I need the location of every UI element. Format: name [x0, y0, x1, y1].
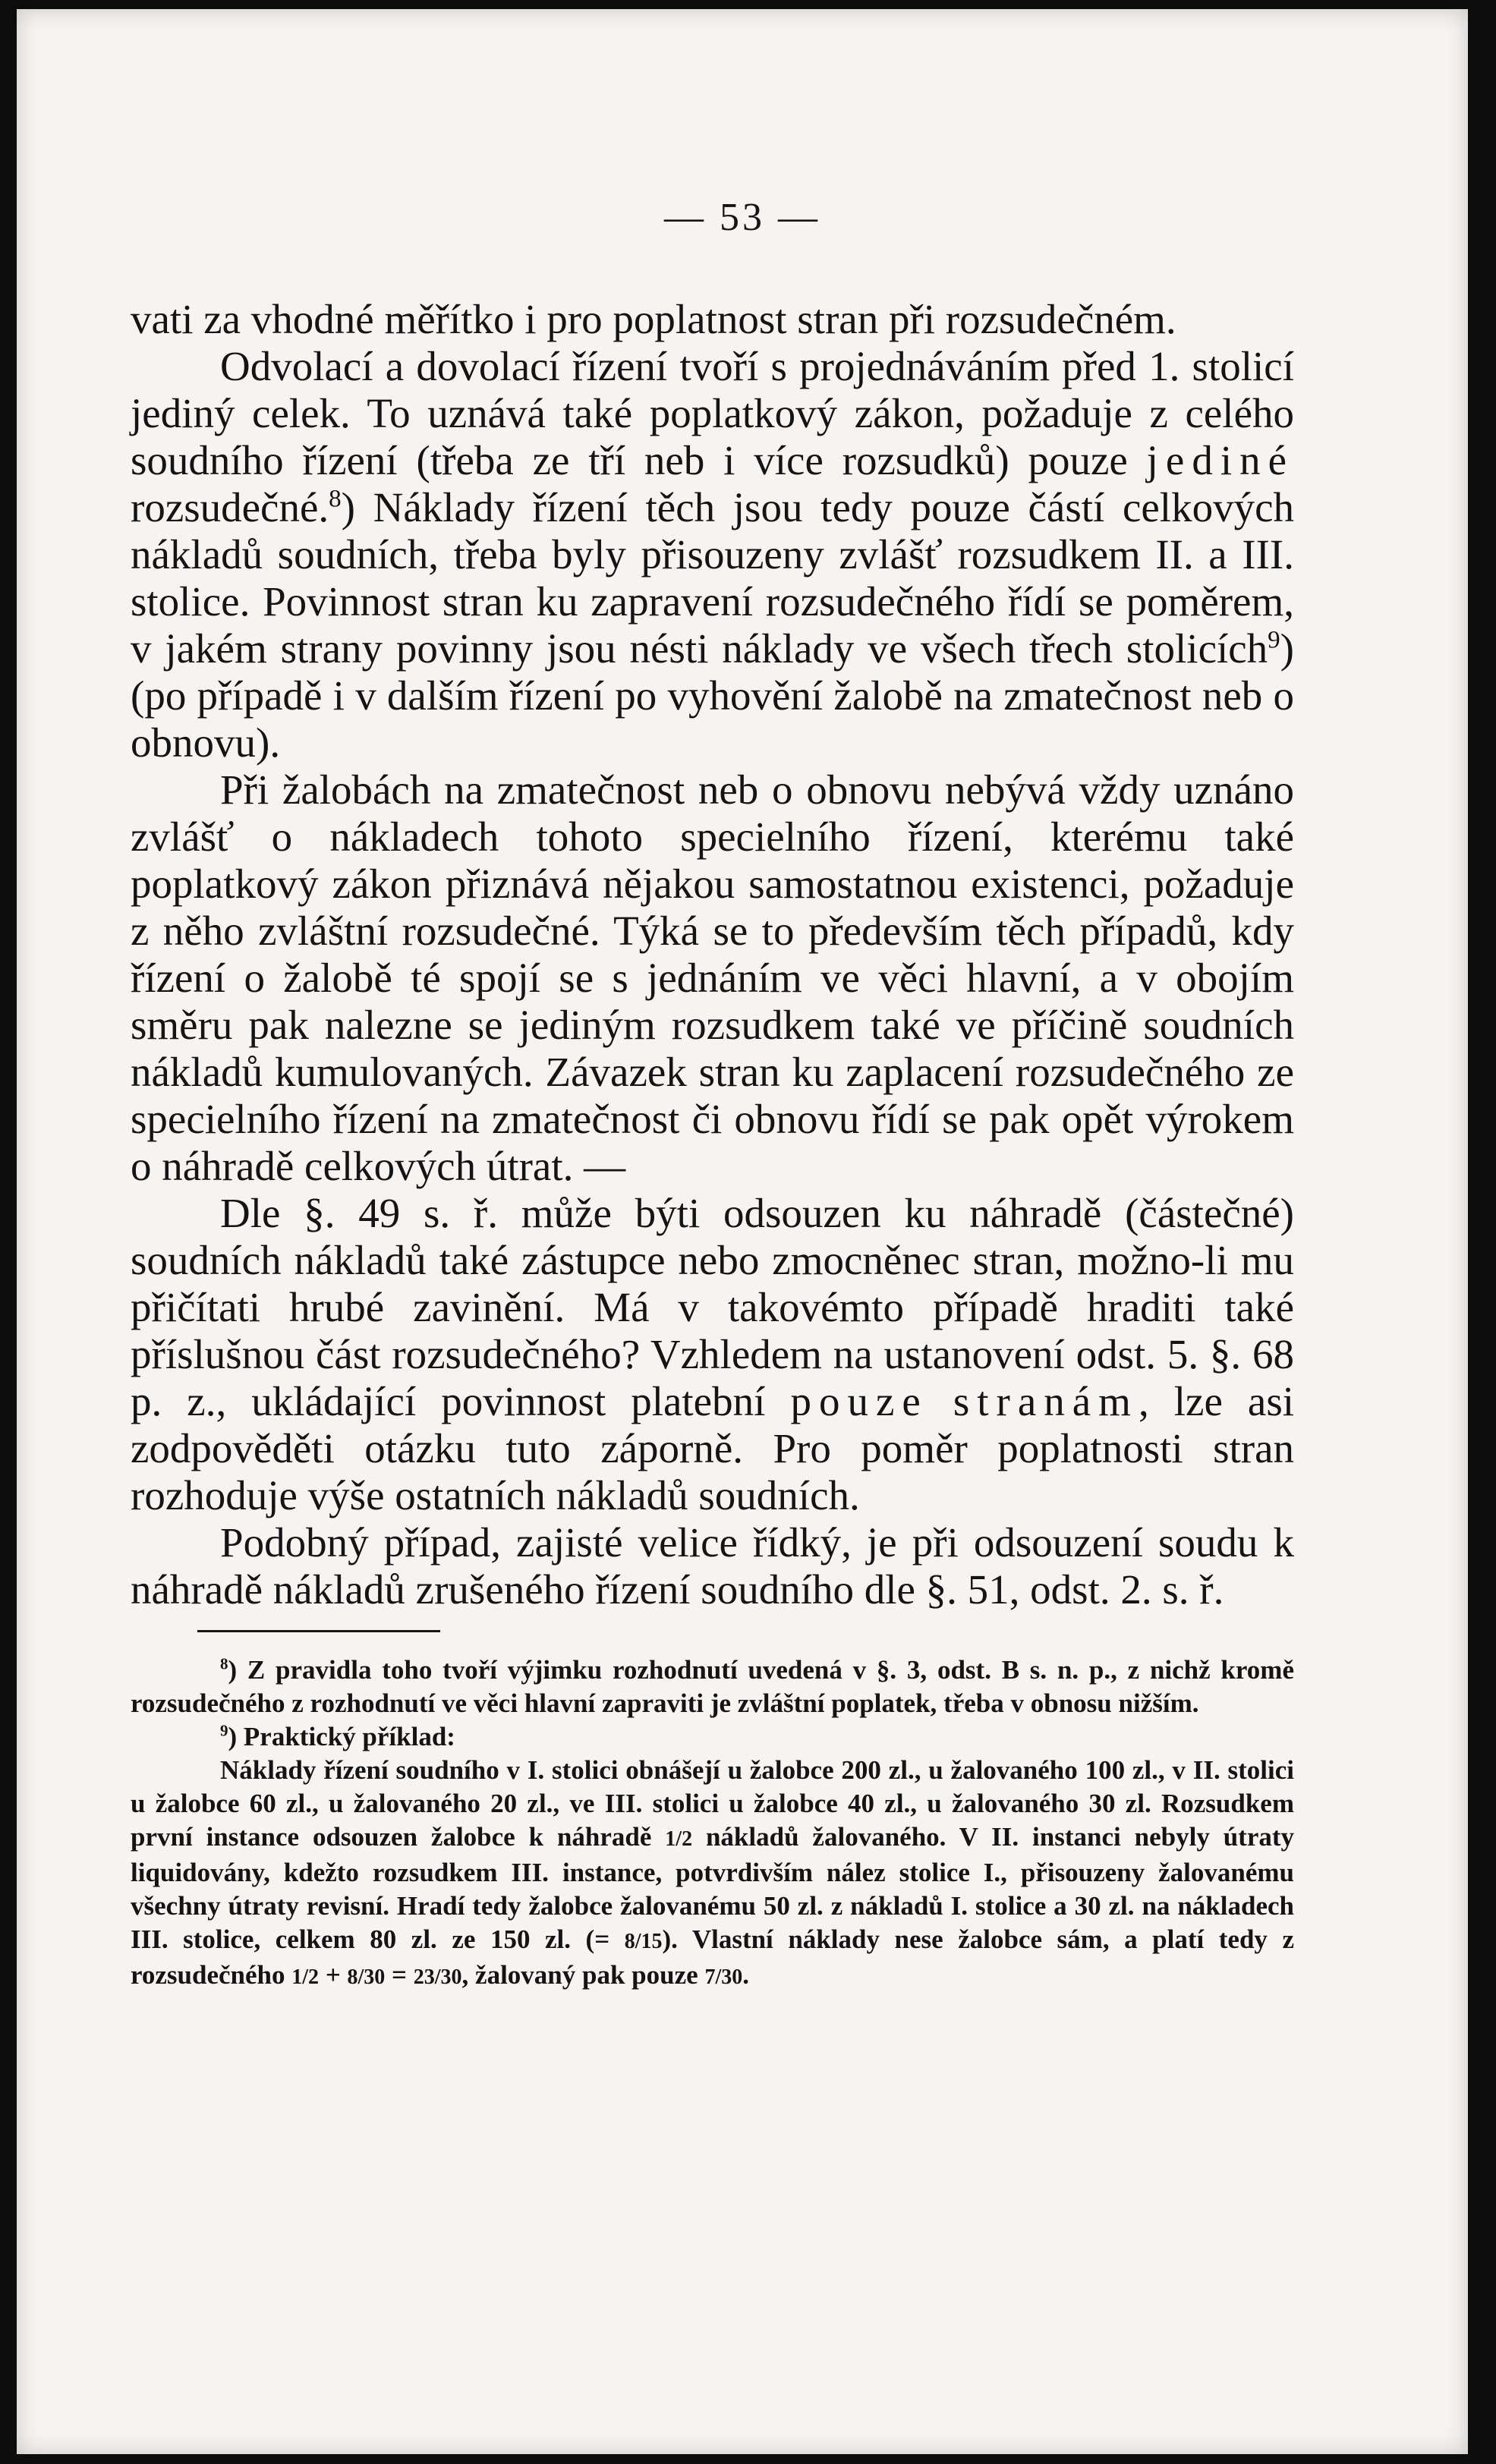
page-number: — 53 —	[664, 196, 820, 239]
footnote-9-body: Náklady řízení soudního v I. stolici obnášejí u žalobce 200 zl., u žalovaného 100 zl., v II. stolici u žalobce 60 zl., u žalovaného 20 zl., ve III. stolici u žalobce 40 zl., u žalovaného 30 zl. Rozsudkem první instance odsouzen žalobce k náhradě 1/2 nákladů žalovaného. V II. instanci nebyly útraty liquidovány, kdežto rozsudkem III. instance, potvrdivším nález stolice I., přisouzeny žalovanému všechny útraty revisní. Hradí tedy žalobce žalovanému 50 zl. z nákladů I. stolice a 30 zl. na nákladech III. stolice, celkem 80 zl. ze 150 zl. (= 8/15). Vlastní náklady nese žalobce sám, a platí tedy z rozsudečného 1/2 + 8/30 = 23/30, žalovaný pak pouze 7/30.	[131, 1755, 1295, 1990]
emphasis-stranam: stranám	[953, 1378, 1139, 1424]
fraction: 8/30	[347, 1965, 386, 1989]
body-text	[131, 296, 1294, 1613]
paragraph-2: Odvolací a dovolací řízení tvoří s projednáváním před 1. stolicí jediný celek. To uznává také poplatkový zákon, požaduje z celého soudního řízení (třeba ze tří neb i více rozsudků) pouze jediné rozsudečné.$^8$) Náklady řízení těch jsou tedy pouze částí celkových nákladů soudních, třeba byly přisouzeny zvlášť rozsudkem II. a III. stolice. Povinnost stran ku zapravení rozsudečného řídí se poměrem, v jakém strany povinny jsou nésti náklady ve všech třech stolicích$^9$) (po případě i v dalším řízení po vyhovění žalobě na zmatečnost neb o obnovu).	[131, 343, 1295, 766]
emphasis-pouze: pouze	[790, 1378, 928, 1424]
fraction: 23/30	[413, 1965, 462, 1989]
paragraph-3: Při žalobách na zmatečnost neb o obnovu nebývá vždy uznáno zvlášť o nákladech tohoto specielního řízení, kterému také poplatkový zákon přiznává nějakou samostatnou existenci, požaduje z něho zvláštní rozsudečné. Týká se to především těch případů, kdy řízení o žalobě té spojí se s jednáním ve věci hlavní, a v obojím směru pak nalezne se jediným rozsudkem také ve příčině soudních nákladů kumulovaných. Závazek stran ku zaplacení rozsudečného ze specielního řízení na zmatečnost či obnovu řídí se pak opět výrokem o náhradě celkových útrat. —	[131, 766, 1294, 1189]
paragraph-1: vati za vhodné měřítko i pro poplatnost stran při rozsudečném.	[131, 296, 1176, 342]
paragraph-5: Podobný případ, zajisté velice řídký, je při odsouzení soudu k náhradě nákladů zrušeného řízení soudního dle §. 51, odst. 2. s. ř.	[131, 1519, 1294, 1613]
footnote-8: $^8$) Z pravidla toho tvoří výjimku rozhodnutí uvedená v §. 3, odst. B s. n. p., z nichž kromě rozsudečného z rozhodnutí ve věci hlavní zapraviti je zvláštní poplatek, třeba v obnosu nižším.	[131, 1654, 1294, 1718]
footnote-ref-9: 9	[1268, 626, 1280, 654]
footnote-divider	[197, 1630, 440, 1632]
fraction: 1/2	[291, 1965, 320, 1989]
emphasis-jedine: jediné	[1146, 437, 1295, 483]
fraction: 8/15	[624, 1930, 663, 1953]
text-block	[131, 296, 1294, 1994]
paragraph-4: Dle §. 49 s. ř. může býti odsouzen ku náhradě (částečné) soudních nákladů také zástupce nebo zmocněnec stran, možno-li mu přičítati hrubé zavinění. Má v takovémto případě hraditi také příslušnou část rozsudečného? Vzhledem na ustanovení odst. 5. §. 68 p. z., ukládající povinnost platební pouze stranám, lze asi zodpověděti otázku tuto záporně. Pro poměr poplatnosti stran rozhoduje výše ostatních nákladů soudních.	[131, 1190, 1295, 1518]
fraction: 7/30	[704, 1965, 743, 1989]
fraction: 1/2	[665, 1827, 693, 1851]
footnotes	[131, 1654, 1294, 1994]
scanned-page	[17, 9, 1468, 2454]
footnote-9-heading: $^9$) Praktický příklad:	[220, 1721, 455, 1751]
footnote-ref-8: 8	[329, 485, 342, 513]
